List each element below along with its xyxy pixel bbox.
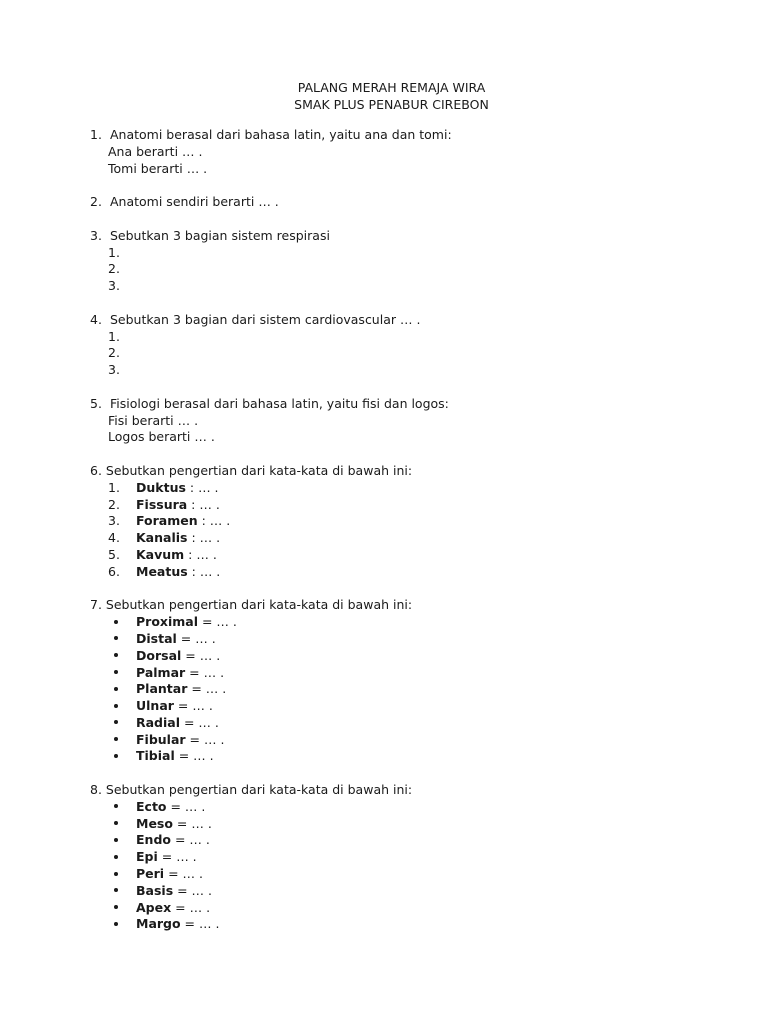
list-item <box>90 547 730 564</box>
list-item <box>90 883 730 900</box>
question-text: Anatomi berasal dari bahasa latin, yaitu ana dan tomi: <box>110 127 452 142</box>
question-1 <box>90 127 730 177</box>
item-term: Apex <box>136 899 172 915</box>
list-item <box>90 698 730 715</box>
item-blank: = … . <box>171 899 211 915</box>
item-number: 6. <box>108 563 120 579</box>
answer-line: Fisi berarti … . <box>108 412 199 428</box>
bullet-icon <box>114 922 118 926</box>
item-term: Endo <box>136 832 171 848</box>
bullet-icon <box>114 821 118 825</box>
question-text: Fisiologi berasal dari bahasa latin, yaitu fisi dan logos: <box>110 395 449 411</box>
item-blank: = … . <box>174 748 214 764</box>
question-text: Anatomi sendiri berarti … . <box>110 194 279 210</box>
question-4 <box>90 312 730 379</box>
list-item <box>90 513 730 530</box>
item-term: Duktus <box>136 479 186 495</box>
item-blank: = … . <box>157 849 197 865</box>
bullet-icon <box>114 737 118 741</box>
question-text: Sebutkan 3 bagian dari sistem cardiovascular … . <box>110 311 421 327</box>
bullet-icon <box>114 838 118 842</box>
question-text: Sebutkan 3 bagian sistem respirasi <box>110 227 330 243</box>
bullet-icon <box>114 670 118 674</box>
item-blank: = … . <box>173 698 213 714</box>
bullet-icon <box>114 636 118 640</box>
answer-line: Logos berarti … . <box>108 429 215 445</box>
header-title: PALANG MERAH REMAJA WIRA <box>297 80 486 95</box>
list-item <box>90 564 730 581</box>
question-3 <box>90 228 730 295</box>
item-blank: : … . <box>185 479 219 495</box>
item-term: Meso <box>136 815 173 831</box>
item-term: Margo <box>136 916 181 932</box>
list-item <box>90 614 730 631</box>
answer-line: Tomi berarti … . <box>108 160 208 176</box>
question-2 <box>90 194 730 211</box>
question-number: 2. <box>90 194 102 210</box>
item-term: Peri <box>136 866 165 882</box>
list-item <box>90 916 730 933</box>
item-term: Palmar <box>136 664 186 680</box>
bullet-icon <box>114 687 118 691</box>
bullet-icon <box>114 704 118 708</box>
item-term: Radial <box>136 714 181 730</box>
question-8 <box>90 782 730 933</box>
list-item <box>90 648 730 665</box>
list-item <box>90 816 730 833</box>
item-term: Plantar <box>136 681 188 697</box>
list-item <box>90 715 730 732</box>
item-term: Kanalis <box>136 530 188 546</box>
list-item <box>90 530 730 547</box>
blank-item: 3. <box>108 362 120 378</box>
blank-item: 3. <box>108 278 120 294</box>
item-term: Epi <box>136 849 158 865</box>
item-blank: = … . <box>176 630 216 646</box>
item-number: 2. <box>108 496 120 512</box>
bullet-icon <box>114 855 118 859</box>
answer-line: Ana berarti … . <box>108 143 203 159</box>
item-number: 5. <box>108 546 120 562</box>
list-item <box>90 799 730 816</box>
blank-item: 1. <box>108 328 120 344</box>
question-number: 1. <box>90 127 102 142</box>
question-7 <box>90 597 730 765</box>
item-term: Ulnar <box>136 698 174 714</box>
item-blank: = … . <box>185 664 225 680</box>
item-term: Kavum <box>136 546 185 562</box>
item-number: 3. <box>108 513 120 529</box>
item-blank: = … . <box>180 916 220 932</box>
question-6 <box>90 463 730 581</box>
item-blank: = … . <box>172 815 212 831</box>
question-list <box>90 127 730 933</box>
bullet-icon <box>114 872 118 876</box>
item-term: Fibular <box>136 731 186 747</box>
document-header <box>0 79 768 113</box>
bullet-icon <box>114 620 118 624</box>
blank-item: 2. <box>108 345 120 361</box>
question-number: 4. <box>90 311 102 327</box>
question-text: 6. Sebutkan pengertian dari kata-kata di bawah ini: <box>90 462 413 478</box>
item-blank: = … . <box>181 647 221 663</box>
item-term: Dorsal <box>136 647 182 663</box>
item-blank: = … . <box>166 798 206 814</box>
question-5 <box>90 396 730 446</box>
item-blank: = … . <box>198 614 237 630</box>
bullet-icon <box>114 720 118 724</box>
item-blank: = … . <box>187 681 227 697</box>
header-subtitle: SMAK PLUS PENABUR CIREBON <box>294 97 489 112</box>
item-blank: = … . <box>185 731 225 747</box>
bullet-icon <box>114 905 118 909</box>
item-term: Fissura <box>136 496 188 512</box>
list-item <box>90 832 730 849</box>
list-item <box>90 866 730 883</box>
blank-item: 2. <box>108 261 120 277</box>
bullet-icon <box>114 888 118 892</box>
question-text: 7. Sebutkan pengertian dari kata-kata di bawah ini: <box>90 597 413 613</box>
question-number: 3. <box>90 227 102 243</box>
item-blank: = … . <box>180 714 219 730</box>
item-blank: : … . <box>197 513 231 529</box>
list-item <box>90 497 730 514</box>
list-item <box>90 480 730 497</box>
list-item <box>90 900 730 917</box>
question-number: 5. <box>90 395 102 411</box>
list-item <box>90 849 730 866</box>
item-blank: : … . <box>187 563 221 579</box>
list-item <box>90 748 730 765</box>
item-term: Distal <box>136 630 177 646</box>
item-term: Basis <box>136 882 174 898</box>
item-blank: = … . <box>170 832 210 848</box>
blank-item: 1. <box>108 244 120 260</box>
list-item <box>90 631 730 648</box>
bullet-icon <box>114 754 118 758</box>
item-blank: : … . <box>184 546 217 562</box>
item-term: Foramen <box>136 513 198 529</box>
item-term: Meatus <box>136 563 188 579</box>
item-blank: = … . <box>173 882 213 898</box>
question-text: 8. Sebutkan pengertian dari kata-kata di bawah ini: <box>90 782 413 798</box>
item-number: 1. <box>108 479 120 495</box>
item-blank: = … . <box>164 866 203 882</box>
item-term: Ecto <box>136 798 167 814</box>
list-item <box>90 665 730 682</box>
item-term: Tibial <box>136 748 175 764</box>
item-number: 4. <box>108 530 120 546</box>
list-item <box>90 681 730 698</box>
item-blank: : … . <box>187 530 221 546</box>
list-item <box>90 732 730 749</box>
item-blank: : … . <box>187 496 220 512</box>
item-term: Proximal <box>136 614 199 630</box>
bullet-icon <box>114 653 118 657</box>
bullet-icon <box>114 804 118 808</box>
